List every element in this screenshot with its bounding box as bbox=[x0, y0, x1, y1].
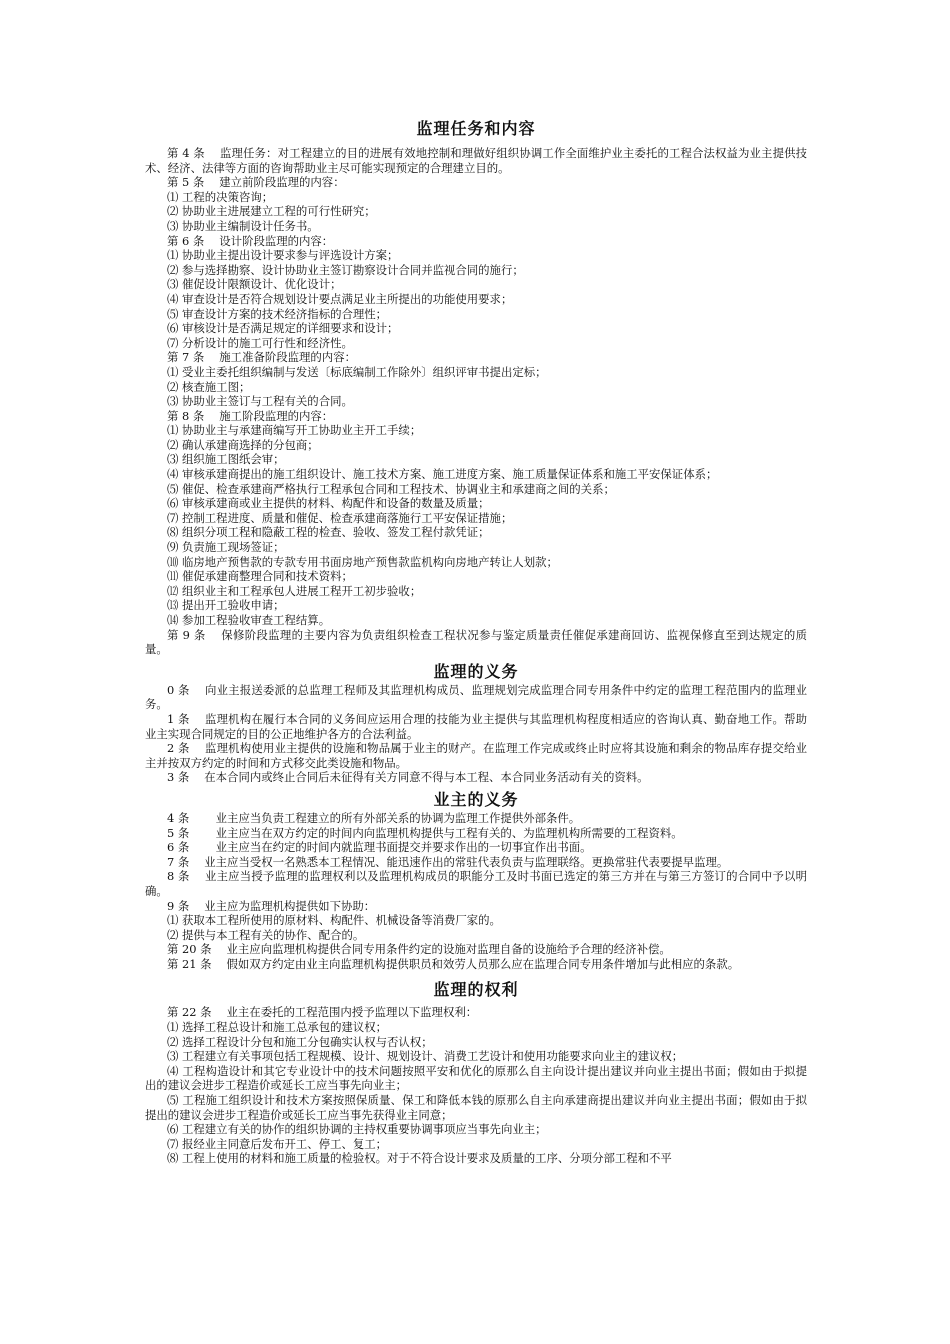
article-11: 1 条 监理机构在履行本合同的义务间应运用合理的技能为业主提供与其监理机构程度相适应的咨询认真、勤奋地工作。帮助业主实现合同规定的目的公正地维护各方的合法利益。 bbox=[145, 711, 807, 741]
article-18: 8 条 业主应当授予监理的监理权利以及监理机构成员的职能分工及时书面已选定的第三方并在与第三方签订的合同中予以明确。 bbox=[145, 869, 807, 898]
list-item: ⑵ 参与选择勘察、设计协助业主签订勘察设计合同并监视合同的施行； bbox=[167, 262, 524, 277]
list-item: ⑶ 组织施工图纸会审； bbox=[167, 452, 285, 467]
list-item: ⑺ 控制工程进度、质量和催促、检查承建商落施行工平安保证措施； bbox=[167, 510, 513, 525]
article-5: 第 5 条 建立前阶段监理的内容： bbox=[167, 175, 345, 190]
article-8: 第 8 条 施工阶段监理的内容： bbox=[167, 408, 334, 423]
article-17: 7 条 业主应当受权一名熟悉本工程情况、能迅速作出的常驻代表负责与监理联络。更换常驻代表要提早监理。 bbox=[167, 854, 729, 869]
section-title: 监理的权利 bbox=[433, 980, 519, 1000]
document-page bbox=[145, 118, 807, 1166]
article-21: 第 21 条 假如双方约定由业主向监理机构提供职员和效劳人员那么应在监理合同专用条件增加与此相应的条款。 bbox=[167, 956, 740, 971]
list-item: ⑼ 负责施工现场签证； bbox=[167, 540, 285, 555]
list-item: ⑵ 选择工程设计分包和施工分包确实认权与否认权； bbox=[167, 1034, 433, 1049]
list-item: ⑸ 催促、检查承建商严格执行工程承包合同和工程技术、协调业主和承建商之间的关系； bbox=[167, 481, 615, 496]
article-7: 第 7 条 施工准备阶段监理的内容： bbox=[167, 350, 356, 365]
list-item: ⑵ 协助业主进展建立工程的可行性研究； bbox=[167, 204, 376, 219]
list-item: ⑷ 工程构造设计和其它专业设计中的技术问题按照平安和优化的原那么自主向设计提出建议并向业主提出书面；假如由于拟提出的建议会进步工程造价或延长工应当事先向业主； bbox=[145, 1063, 807, 1093]
list-item: ⒁ 参加工程验收审查工程结算。 bbox=[167, 613, 331, 627]
list-item: ⑵ 提供与本工程有关的协作、配合的。 bbox=[167, 927, 365, 942]
list-item: ⑴ 协助业主与承建商编写开工协助业主开工手续； bbox=[167, 423, 422, 438]
section-title: 监理任务和内容 bbox=[416, 119, 536, 138]
article-13: 3 条 在本合同内或终止合同后未征得有关方同意不得与本工程、本合同业务活动有关的资料。 bbox=[167, 770, 649, 785]
list-item: ⑹ 审核设计是否满足规定的详细要求和设计； bbox=[167, 321, 399, 336]
list-item: ⑹ 工程建立有关的协作的组织协调的主持权重要协调事项应当事先向业主； bbox=[167, 1122, 547, 1137]
list-item: ⑵ 核查施工图； bbox=[167, 379, 251, 394]
section-owner-obligations bbox=[145, 789, 807, 972]
list-item: ⑾ 催促承建商整理合同和技术资料； bbox=[167, 569, 353, 584]
list-item: ⑴ 协助业主提出设计要求参与评选设计方案； bbox=[167, 248, 399, 263]
article-16: 6 条 业主应当在约定的时间内就监理书面提交并要求作出的一切事宜作出书面。 bbox=[167, 840, 592, 855]
article-19: 9 条 业主应为监理机构提供如下协助： bbox=[167, 898, 376, 913]
list-item: ⑴ 获取本工程所使用的原材料、构配件、机械设备等消费厂家的。 bbox=[167, 913, 501, 928]
list-item: ⑸ 工程施工组织设计和技术方案按照保质量、保工和降低本钱的原那么自主向承建商提出建议并向业主提出书面；假如由于拟提出的建议会进步工程造价或延长工应当事先获得业主同意； bbox=[145, 1093, 807, 1122]
list-item: ⑴ 工程的决策咨询； bbox=[167, 189, 274, 204]
article-20: 第 20 条 业主应向监理机构提供合同专用条件约定的设施对监理自备的设施给予合理的经济补偿。 bbox=[167, 942, 671, 957]
article-14: 4 条 业主应当负责工程建立的所有外部关系的协调为监理工作提供外部条件。 bbox=[167, 810, 581, 825]
article-6: 第 6 条 设计阶段监理的内容： bbox=[167, 233, 334, 248]
article-15: 5 条 业主应当在双方约定的时间内向监理机构提供与工程有关的、为监理机构所需要的工程资料。 bbox=[167, 825, 683, 840]
list-item: ⑷ 审核承建商提出的施工组织设计、施工技术方案、施工进度方案、施工质量保证体系和施工平安保证体系； bbox=[167, 467, 718, 482]
section-title: 监理的义务 bbox=[433, 661, 519, 681]
article-22: 第 22 条 业主在委托的工程范围内授予监理以下监理权利： bbox=[167, 1005, 478, 1020]
list-item: ⑽ 临房地产预售款的专款专用书面房地产预售款监机构向房地产转让人划款； bbox=[167, 554, 558, 569]
list-item: ⒀ 提出开工验收申请； bbox=[167, 598, 285, 613]
list-item: ⑸ 审查设计方案的技术经济指标的合理性； bbox=[167, 306, 388, 321]
section-supervision-tasks bbox=[145, 118, 807, 657]
list-item: ⑴ 受业主委托组织编制与发送〔标底编制工作除外〕组织评审书提出定标； bbox=[167, 364, 547, 379]
section-supervision-rights bbox=[145, 979, 807, 1166]
list-item: ⑴ 选择工程总设计和施工总承包的建议权； bbox=[167, 1020, 388, 1035]
section-body bbox=[145, 811, 807, 972]
list-item: ⑷ 审查设计是否符合规划设计要点满足业主所提出的功能使用要求； bbox=[167, 291, 513, 306]
list-item: ⑹ 审核承建商或业主提供的材料、构配件和设备的数量及质量； bbox=[167, 496, 490, 511]
list-item: ⑶ 协助业主签订与工程有关的合同。 bbox=[167, 394, 353, 409]
list-item: ⑶ 催促设计限额设计、优化设计； bbox=[167, 277, 342, 292]
section-title: 业主的义务 bbox=[433, 789, 519, 809]
section-body bbox=[145, 1005, 807, 1166]
section-body bbox=[145, 683, 807, 785]
list-item: ⑻ 组织分项工程和隐蔽工程的检查、验收、签发工程付款凭证； bbox=[167, 525, 490, 540]
list-item: ⑿ 组织业主和工程承包人进展工程开工初步验收； bbox=[167, 583, 422, 598]
list-item: ⑶ 协助业主编制设计任务书。 bbox=[167, 218, 319, 233]
article-9: 第 9 条 保修阶段监理的主要内容为负责组织检查工程状况参与鉴定质量责任催促承建商回访、监视保修直至到达规定的质量。 bbox=[145, 627, 807, 657]
list-item: ⑺ 报经业主同意后发布开工、停工、复工； bbox=[167, 1136, 388, 1151]
article-4: 第 4 条 监理任务：对工程建立的目的进展有效地控制和理做好组织协调工作全面维护业主委托的工程合法权益为业主提供技术、经济、法律等方面的咨询帮助业主尽可能实现预定的合理建立目的。 bbox=[145, 146, 807, 175]
list-item: ⑵ 确认承建商选择的分包商； bbox=[167, 437, 319, 452]
list-item: ⑻ 工程上使用的材料和施工质量的检验权。对于不符合设计要求及质量的工序、分项分部工程和不平 bbox=[167, 1151, 672, 1166]
article-12: 2 条 监理机构使用业主提供的设施和物品属于业主的财产。在监理工作完成或终止时应将其设施和剩余的物品库存提交给业主并按双方约定的时间和方式移交此类设施和物品。 bbox=[145, 741, 807, 770]
list-item: ⑺ 分析设计的施工可行性和经济性。 bbox=[167, 335, 353, 350]
section-body bbox=[145, 146, 807, 657]
article-10: 0 条 向业主报送委派的总监理工程师及其监理机构成员、监理规划完成监理合同专用条件中约定的监理工程范围内的监理业务。 bbox=[145, 682, 807, 712]
section-supervision-obligations bbox=[145, 661, 807, 785]
list-item: ⑶ 工程建立有关事项包括工程规模、设计、规划设计、消费工艺设计和使用功能要求向业主的建议权； bbox=[167, 1049, 684, 1064]
